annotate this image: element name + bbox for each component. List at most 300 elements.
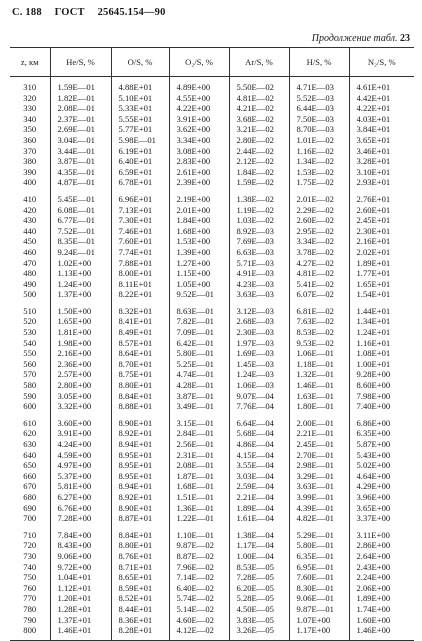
value-cell: 8.92E+01 [111,428,169,439]
spacer-cell [10,636,50,641]
table-row [10,194,414,205]
value-cell: 3.21E—02 [229,124,289,135]
value-cell: 5.77E+01 [111,124,169,135]
value-cell: 1.82E—01 [50,93,111,104]
value-cell: 4.22E+01 [349,103,414,114]
value-cell: 1.06E—01 [289,348,349,359]
value-cell: 2.98E—01 [289,460,349,471]
value-cell: 4.81E—02 [289,268,349,279]
table-row [10,247,414,258]
value-cell: 8.57E+01 [111,338,169,349]
value-cell: 1.24E+00 [50,279,111,290]
value-cell: 4.82E—01 [289,513,349,524]
altitude-cell: 380 [23,156,37,167]
value-cell: 8.35E—01 [50,236,111,247]
altitude-cell: 580 [23,380,37,391]
value-cell: 7.88E+01 [111,258,169,269]
value-cell: 1.60E+00 [349,615,414,626]
value-cell: 2.36E+00 [50,359,111,370]
table-row [10,562,414,573]
value-cell: 2.08E—01 [169,460,229,471]
value-cell: 8.49E+01 [111,327,169,338]
value-cell: 3.34E—02 [289,236,349,247]
value-cell: 2.45E+01 [349,215,414,226]
value-cell: 2.59E—04 [229,481,289,492]
continuation-text: Продолжение табл. [311,33,398,44]
value-cell: 7.46E+01 [111,226,169,237]
table-row [10,428,414,439]
value-cell: 7.14E—02 [169,572,229,583]
value-cell: 9.24E—01 [50,247,111,258]
value-cell: 6.76E+00 [50,503,111,514]
value-cell: 3.84E+01 [349,124,414,135]
value-cell: 6.35E—01 [289,551,349,562]
value-cell: 8.28E+01 [111,625,169,636]
value-cell: 7.50E—03 [289,114,349,125]
value-cell: 8.87E—02 [169,551,229,562]
value-cell: 1.54E+01 [349,289,414,300]
value-cell: 1.69E—03 [229,348,289,359]
value-cell: 4.21E—02 [229,103,289,114]
value-cell: 7.28E+00 [50,513,111,524]
value-cell: 2.39E+00 [169,177,229,188]
value-cell: 2.57E+00 [50,369,111,380]
value-cell: 5.45E—01 [50,194,111,205]
value-cell: 3.87E—01 [169,391,229,402]
value-cell: 1.00E—04 [229,551,289,562]
table-row [10,450,414,461]
table-row [10,391,414,402]
table-bottom-rule [10,636,414,641]
altitude-cell: 470 [23,257,37,268]
value-cell: 5.43E+00 [349,450,414,461]
value-cell: 7.09E—01 [169,327,229,338]
value-cell: 8.95E+01 [111,460,169,471]
value-cell: 3.37E+00 [349,513,414,524]
col-header-h: H/S, % [289,48,349,77]
value-cell: 4.89E+00 [169,82,229,93]
value-cell: 5.98E—01 [111,135,169,146]
col-header-o2: O₂/S, % [169,48,229,77]
value-cell: 8.95E+01 [111,471,169,482]
value-cell: 3.83E—05 [229,615,289,626]
value-cell: 1.27E+00 [169,258,229,269]
altitude-cell: 760 [23,582,37,593]
value-cell: 2.61E+00 [169,167,229,178]
value-cell: 2.16E+00 [50,348,111,359]
value-cell: 1.80E—01 [289,401,349,412]
doc-number: 25645.154—90 [97,7,166,18]
altitude-cell: 630 [23,439,37,449]
altitude-cell: 710 [23,529,37,540]
value-cell: 6.40E—02 [169,583,229,594]
value-cell: 2.68E—03 [229,316,289,327]
value-cell: 8.32E+01 [111,306,169,317]
value-cell: 3.32E+00 [50,401,111,412]
table-body [10,77,414,641]
altitude-cell: 690 [23,502,37,513]
value-cell: 8.75E+01 [111,369,169,380]
table-row [10,348,414,359]
table-row [10,551,414,562]
altitude-cell: 310 [23,82,37,92]
value-cell: 1.81E+00 [50,327,111,338]
value-cell: 9.87E—01 [289,604,349,615]
value-cell: 4.29E+00 [349,481,414,492]
value-cell: 8.90E+01 [111,418,169,429]
altitude-cell: 530 [23,327,37,338]
value-cell: 9.06E—01 [289,593,349,604]
value-cell: 2.86E+00 [349,540,414,551]
table-row [10,583,414,594]
value-cell: 3.04E—01 [50,135,111,146]
value-cell: 1.50E+00 [50,306,111,317]
value-cell: 4.03E+01 [349,114,414,125]
value-cell: 8.00E+01 [111,268,169,279]
value-cell: 2.44E—02 [229,146,289,157]
value-cell: 1.63E—01 [289,391,349,402]
value-cell: 2.80E—02 [229,135,289,146]
value-cell: 8.94E+01 [111,439,169,450]
table-header-row [10,48,414,77]
value-cell: 4.12E—02 [169,625,229,636]
value-cell: 3.96E+00 [349,492,414,503]
value-cell: 6.81E—02 [289,306,349,317]
col-header-o: O/S, % [111,48,169,77]
value-cell: 9.06E+00 [50,551,111,562]
value-cell: 7.28E—05 [229,572,289,583]
value-cell: 3.99E—01 [289,492,349,503]
value-cell: 2.19E+00 [169,194,229,205]
value-cell: 3.60E+00 [50,418,111,429]
value-cell: 3.46E+01 [349,146,414,157]
value-cell: 4.15E—04 [229,450,289,461]
table-row [10,492,414,503]
value-cell: 4.74E—01 [169,369,229,380]
value-cell: 1.18E—01 [289,359,349,370]
value-cell: 6.42E—01 [169,338,229,349]
table-row [10,401,414,412]
col-header-n2: N₂/S, % [349,48,414,77]
table-row [10,215,414,226]
value-cell: 3.65E+00 [349,503,414,514]
table-row [10,418,414,429]
col-header-he: He/S, % [50,48,111,77]
value-cell: 8.11E+01 [111,279,169,290]
altitude-cell: 660 [23,470,37,481]
spacer-cell [111,636,169,641]
table-row [10,359,414,370]
value-cell: 8.44E+01 [111,604,169,615]
value-cell: 1.01E—02 [289,135,349,146]
value-cell: 1.59E—01 [50,82,111,93]
value-cell: 1.46E—01 [289,380,349,391]
value-cell: 1.84E—02 [229,167,289,178]
value-cell: 5.50E—02 [229,82,289,93]
value-cell: 2.83E+00 [169,156,229,167]
table-row [10,369,414,380]
altitude-cell: 350 [23,124,37,135]
value-cell: 2.08E—01 [50,103,111,114]
value-cell: 2.60E—02 [289,215,349,226]
altitude-cell: 410 [23,193,37,204]
value-cell: 8.95E+01 [111,450,169,461]
altitude-cell: 450 [23,236,37,247]
value-cell: 4.22E+00 [169,103,229,114]
value-cell: 2.16E+01 [349,236,414,247]
table-row [10,316,414,327]
table-row [10,513,414,524]
altitude-cell: 360 [23,134,37,145]
value-cell: 4.50E—05 [229,604,289,615]
table-row [10,530,414,541]
value-cell: 1.38E—02 [229,194,289,205]
value-cell: 9.52E—01 [169,289,229,300]
value-cell: 3.91E+00 [169,114,229,125]
value-cell: 1.17E—04 [229,540,289,551]
value-cell: 3.28E+01 [349,156,414,167]
value-cell: 2.70E—01 [289,450,349,461]
altitude-cell: 550 [23,348,37,359]
value-cell: 6.63E—03 [229,247,289,258]
value-cell: 6.08E—01 [50,205,111,216]
value-cell: 2.01E—02 [289,194,349,205]
value-cell: 1.19E—02 [229,205,289,216]
value-cell: 1.20E+01 [50,593,111,604]
value-cell: 9.28E+00 [349,369,414,380]
value-cell: 1.46E+01 [50,625,111,636]
spacer-cell [349,636,414,641]
table-row [10,593,414,604]
table-row [10,503,414,514]
altitude-cell: 490 [23,278,37,289]
value-cell: 8.60E+00 [349,380,414,391]
altitude-cell: 590 [23,390,37,401]
altitude-cell: 740 [23,561,37,572]
value-cell: 8.43E+00 [50,540,111,551]
value-cell: 7.76E—04 [229,401,289,412]
altitude-cell: 750 [23,572,37,583]
table-row [10,103,414,114]
value-cell: 1.65E+01 [349,279,414,290]
table-row [10,82,414,93]
table-row [10,279,414,290]
value-cell: 5.68E—04 [229,428,289,439]
value-cell: 7.63E—02 [289,316,349,327]
value-cell: 2.93E+01 [349,177,414,188]
value-cell: 8.53E—05 [229,562,289,573]
value-cell: 6.96E+01 [111,194,169,205]
altitude-cell: 480 [23,268,37,279]
table-row [10,156,414,167]
standard-label: ГОСТ [54,7,85,18]
altitude-cell: 370 [23,145,37,156]
value-cell: 4.55E+00 [169,93,229,104]
value-cell: 8.70E+01 [111,359,169,370]
table-row [10,93,414,104]
altitude-cell: 520 [23,316,37,327]
value-cell: 8.80E+01 [111,540,169,551]
altitude-cell: 540 [23,337,37,348]
value-cell: 8.90E+01 [111,503,169,514]
value-cell: 5.52E—03 [289,93,349,104]
value-cell: 8.52E+01 [111,593,169,604]
value-cell: 1.36E—01 [169,503,229,514]
value-cell: 1.37E+01 [50,615,111,626]
value-cell: 8.65E+01 [111,572,169,583]
value-cell: 4.81E—02 [229,93,289,104]
table-row [10,540,414,551]
altitude-cell: 680 [23,491,37,502]
value-cell: 8.88E+01 [111,401,169,412]
col-header-altitude: z, км [10,48,50,77]
table-row [10,604,414,615]
value-cell: 8.87E+01 [111,513,169,524]
value-cell: 1.89E—04 [229,503,289,514]
value-cell: 1.53E—02 [289,167,349,178]
value-cell: 8.53E—02 [289,327,349,338]
table-continuation-caption [312,33,410,44]
altitude-cell: 560 [23,358,37,369]
altitude-cell: 610 [23,417,37,428]
value-cell: 6.64E—04 [229,418,289,429]
value-cell: 1.15E+00 [169,268,229,279]
value-cell: 3.63E—01 [289,481,349,492]
table-row [10,268,414,279]
altitude-cell: 620 [23,428,37,439]
value-cell: 1.84E+00 [169,215,229,226]
value-cell: 2.01E+00 [169,205,229,216]
value-cell: 1.10E—01 [169,530,229,541]
value-cell: 1.39E+00 [169,247,229,258]
value-cell: 5.41E—02 [289,279,349,290]
value-cell: 7.96E—02 [169,562,229,573]
value-cell: 3.15E—01 [169,418,229,429]
altitude-cell: 500 [23,289,37,300]
value-cell: 2.00E—01 [289,418,349,429]
value-cell: 1.77E+01 [349,268,414,279]
value-cell: 4.64E+00 [349,471,414,482]
value-cell: 7.30E+01 [111,215,169,226]
table-row [10,625,414,636]
value-cell: 1.16E—02 [289,146,349,157]
value-cell: 2.24E+00 [349,572,414,583]
value-cell: 2.80E+00 [50,380,111,391]
value-cell: 1.32E—01 [289,369,349,380]
value-cell: 4.61E+01 [349,82,414,93]
value-cell: 1.02E+00 [50,258,111,269]
table-row [10,177,414,188]
altitude-cell: 600 [23,401,37,412]
altitude-cell: 420 [23,204,37,215]
value-cell: 1.46E+00 [349,625,414,636]
value-cell: 2.12E—02 [229,156,289,167]
value-cell: 8.64E+01 [111,348,169,359]
altitude-cell: 780 [23,603,37,614]
value-cell: 1.98E+00 [50,338,111,349]
table-row [10,338,414,349]
altitude-cell: 640 [23,449,37,460]
table-row [10,572,414,583]
value-cell: 4.28E—01 [169,380,229,391]
altitude-cell: 330 [23,103,37,114]
value-cell: 1.87E—01 [169,471,229,482]
value-cell: 6.86E+00 [349,418,414,429]
value-cell: 6.07E—02 [289,289,349,300]
value-cell: 9.87E—02 [169,540,229,551]
value-cell: 4.88E+01 [111,82,169,93]
value-cell: 1.61E—04 [229,513,289,524]
value-cell: 1.17E+00 [289,625,349,636]
value-cell: 2.69E—01 [50,124,111,135]
altitude-cell: 670 [23,481,37,492]
value-cell: 4.39E—01 [289,503,349,514]
value-cell: 9.72E+00 [50,562,111,573]
value-cell: 8.92E—03 [229,226,289,237]
value-cell: 8.22E+01 [111,289,169,300]
value-cell: 2.02E+01 [349,247,414,258]
value-cell: 3.11E+00 [349,530,414,541]
value-cell: 2.06E+00 [349,583,414,594]
value-cell: 1.04E+01 [50,572,111,583]
value-cell: 4.71E—03 [289,82,349,93]
value-cell: 3.10E+01 [349,167,414,178]
value-cell: 4.35E—01 [50,167,111,178]
value-cell: 1.68E—01 [169,481,229,492]
altitude-cell: 720 [23,540,37,551]
page-number: С. 188 [12,7,42,18]
value-cell: 1.07E+00 [289,615,349,626]
value-cell: 1.51E—01 [169,492,229,503]
value-cell: 5.37E+00 [50,471,111,482]
table-row [10,460,414,471]
table-row [10,258,414,269]
value-cell: 1.89E+01 [349,258,414,269]
value-cell: 5.87E+00 [349,439,414,450]
value-cell: 1.03E—02 [229,215,289,226]
table-number: 23 [400,33,410,44]
value-cell: 1.75E—02 [289,177,349,188]
value-cell: 1.74E+00 [349,604,414,615]
value-cell: 1.59E—02 [229,177,289,188]
value-cell: 4.24E+00 [50,439,111,450]
value-cell: 2.31E—01 [169,450,229,461]
value-cell: 6.78E+01 [111,177,169,188]
value-cell: 3.44E—01 [50,146,111,157]
value-cell: 8.84E+01 [111,530,169,541]
altitude-cell: 770 [23,593,37,604]
altitude-cell: 790 [23,614,37,625]
value-cell: 3.62E+00 [169,124,229,135]
value-cell: 1.22E—01 [169,513,229,524]
value-cell: 1.44E+01 [349,306,414,317]
value-cell: 3.49E—01 [169,401,229,412]
value-cell: 6.35E+00 [349,428,414,439]
value-cell: 3.55E—04 [229,460,289,471]
spacer-cell [50,636,111,641]
spacer-cell [229,636,289,641]
altitude-cell: 390 [23,166,37,177]
value-cell: 1.24E+01 [349,327,414,338]
col-header-ar: Ar/S, % [229,48,289,77]
value-cell: 1.97E—03 [229,338,289,349]
value-cell: 5.74E—02 [169,593,229,604]
value-cell: 8.94E+01 [111,481,169,492]
value-cell: 2.29E—02 [289,205,349,216]
value-cell: 8.63E—01 [169,306,229,317]
value-cell: 5.14E—02 [169,604,229,615]
value-cell: 1.24E—03 [229,369,289,380]
